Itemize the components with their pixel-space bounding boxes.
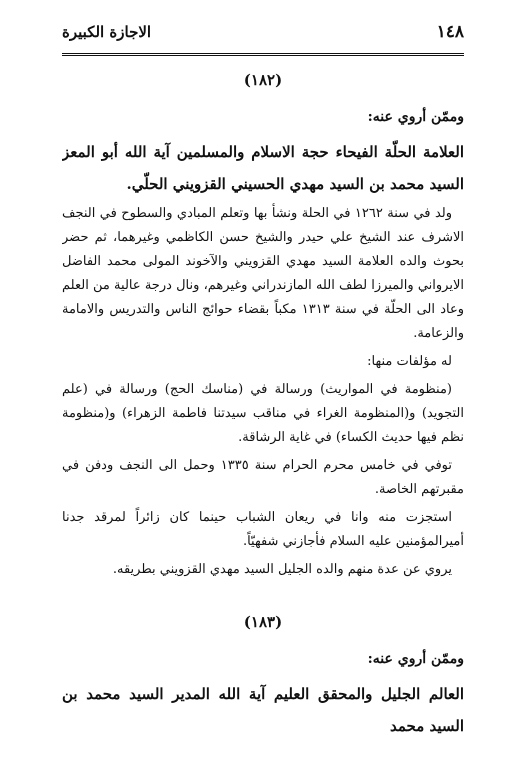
- entry-number: (١٨٣): [243, 613, 283, 631]
- entry-182: [62, 66, 464, 582]
- entry-separator: [62, 586, 464, 608]
- person-name: العالم الجليل والمحقق العليم آية الله المدير السيد محمد بن السيد محمد: [62, 685, 464, 735]
- page-number: ١٤٨: [436, 22, 464, 42]
- header-rule: [62, 53, 464, 56]
- running-title: الاجازة الكبيرة: [62, 23, 152, 41]
- chain-paragraph: يروي عن عدة منهم والده الجليل السيد مهدي القزويني بطريقه.: [112, 562, 452, 577]
- entry-183: [62, 608, 464, 742]
- death-paragraph: توفي في خامس محرم الحرام سنة ١٣٣٥ وحمل الى النجف ودفن في مقبرتهم الخاصة.: [62, 458, 464, 497]
- entry-intro: وممّن أروي عنه:: [367, 651, 464, 667]
- entry-number: (١٨٢): [243, 71, 283, 89]
- biography-paragraph: ولد في سنة ١٢٦٢ في الحلة ونشأ بها وتعلم المبادي والسطوح في النجف الاشرف عند الشيخ علي حيدر والشيخ حسن الكاظمي وغيرهما، ثم حضر بحوث والده العلامة السيد مهدي القزويني والآخوند المولى محمد الفاضل الايرواني والميرزا لطف الله المازندراني وغيرهم، ونال درجة عالية من العلم وعاد الى الحلّة في سنة ١٣١٣ مكباً بقضاء حوائج الناس والتدريس والامامة والزعامة.: [62, 206, 464, 341]
- works-heading: له مؤلفات منها:: [367, 354, 452, 369]
- entry-intro: وممّن أروي عنه:: [367, 109, 464, 125]
- page-header: [62, 20, 464, 44]
- page-body: [62, 66, 464, 767]
- works-list: (منظومة في المواريث) ورسالة في (مناسك الحج) ورسالة في (علم التجويد) و(المنظومة الغراء في مناقب سيدتنا فاطمة الزهراء) و(منظومة نظم فيها حديث الكساء) في غاية الرشاقة.: [62, 382, 464, 445]
- person-name: العلامة الحلّة الفيحاء حجة الاسلام والمسلمين آية الله أبو المعز السيد محمد بن السيد مهدي الحسيني القزويني الحلّي.: [62, 143, 464, 193]
- permission-paragraph: استجزت منه وانا في ريعان الشباب حينما كان زائراً لمرقد جدنا أميرالمؤمنين عليه السلام فأجازني شفهيّاً.: [62, 510, 464, 549]
